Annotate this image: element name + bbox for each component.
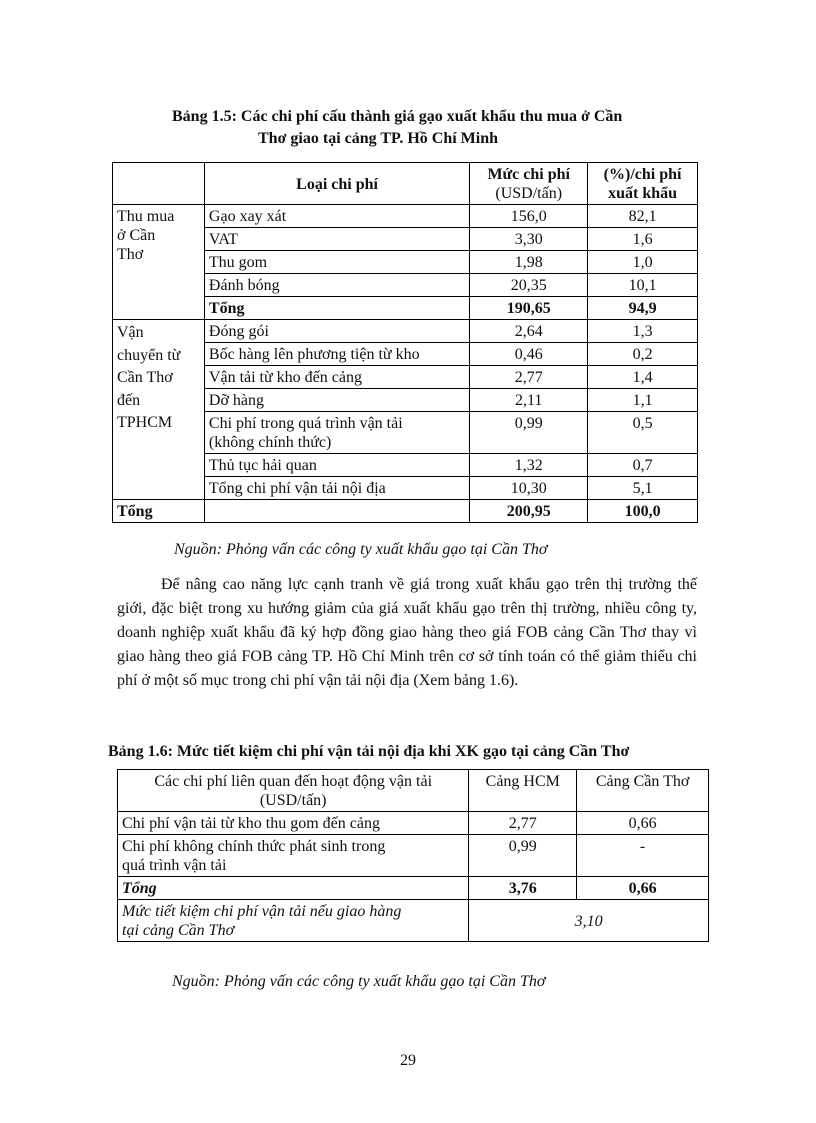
row-percent: 0,5	[588, 412, 698, 454]
row-percent: 1,1	[588, 389, 698, 412]
group2-label-line: Cần Thơ	[117, 369, 173, 386]
row-percent: 1,3	[588, 320, 698, 343]
row-item	[204, 412, 469, 454]
savings-table	[117, 769, 709, 942]
row-cost: 156,0	[470, 205, 588, 228]
body-paragraph: Để nâng cao năng lực cạnh tranh về giá trong xuất khẩu gạo trên thị trường thế giới, đặc biệt trong xu hướng giảm của giá xuất khẩu gạo trên thị trường, nhiều công ty, doanh nghiệp xuất khẩu đã ký hợp đồng giao hàng theo giá FOB cảng Cần Thơ thay vì giao hàng theo giá FOB cảng TP. Hồ Chí Minh trên cơ sở tính toán có thể giảm thiểu chi phí ở một số mục trong chi phí vận tải nội địa (Xem bảng 1.6).	[117, 576, 697, 689]
group1-label-line: Thơ	[117, 246, 144, 263]
saving-label-line: tại cảng Cần Thơ	[122, 922, 235, 939]
row-item-line: quá trình vận tải	[122, 857, 227, 874]
row-cost: 10,30	[470, 477, 588, 500]
table-row	[118, 812, 709, 835]
row-item	[118, 835, 469, 877]
table-row-saving	[118, 900, 709, 942]
row-cost: 0,99	[470, 412, 588, 454]
table-row	[118, 835, 709, 877]
table2-caption: Bảng 1.6: Mức tiết kiệm chi phí vận tải nội địa khi XK gạo tại cảng Cần Thơ	[108, 743, 630, 760]
group2-label	[113, 320, 205, 500]
total-label: Tổng	[113, 500, 205, 523]
header-percent-label: (%)/chi phí	[603, 166, 682, 183]
row-item: Gạo xay xát	[204, 205, 469, 228]
row-item: Tổng	[118, 877, 469, 900]
row-percent: 1,6	[588, 228, 698, 251]
group2-label-line: đến	[117, 391, 141, 409]
table2-source: Nguồn: Phỏng vấn các công ty xuất khẩu gạo tại Cần Thơ	[172, 973, 546, 990]
row-item: Thủ tục hải quan	[204, 454, 469, 477]
table1-caption	[172, 106, 712, 150]
table-row-total	[113, 500, 698, 523]
row-hcm: 2,77	[469, 812, 577, 835]
saving-label-line: Mức tiết kiệm chi phí vận tải nếu giao hàng	[122, 903, 402, 920]
header-cantho-port: Cảng Cần Thơ	[577, 770, 709, 812]
header-description-line: Các chi phí liên quan đến hoạt động vận tải	[154, 773, 433, 790]
page-number: 29	[400, 1052, 416, 1069]
row-item: Chi phí vận tải từ kho thu gom đến cảng	[118, 812, 469, 835]
row-percent: 1,0	[588, 251, 698, 274]
row-percent: 5,1	[588, 477, 698, 500]
table1-caption-line2: Thơ giao tại cảng TP. Hồ Chí Minh	[258, 130, 499, 147]
row-cantho: 0,66	[577, 877, 709, 900]
row-item-line: Chi phí không chính thức phát sinh trong	[122, 838, 386, 855]
table-header-row	[113, 163, 698, 205]
row-item: Tổng	[204, 297, 469, 320]
row-hcm: 0,99	[469, 835, 577, 877]
group1-label	[113, 205, 205, 320]
group2-label-line: Vận	[117, 324, 144, 341]
header-description-unit: (USD/tấn)	[259, 792, 327, 809]
row-cantho: -	[577, 835, 709, 877]
row-cost: 20,35	[470, 274, 588, 297]
group1-label-line: Thu mua	[117, 208, 175, 225]
row-cost: 2,64	[470, 320, 588, 343]
row-item: Vận tải từ kho đến cảng	[204, 366, 469, 389]
row-item: Dỡ hàng	[204, 389, 469, 412]
row-item: Thu gom	[204, 251, 469, 274]
total-empty	[204, 500, 469, 523]
group2-label-line: TPHCM	[117, 414, 173, 431]
row-item-line: Chi phí trong quá trình vận tải	[208, 415, 403, 432]
row-cantho: 0,66	[577, 812, 709, 835]
row-item: VAT	[204, 228, 469, 251]
row-percent: 0,7	[588, 454, 698, 477]
table-row	[113, 205, 698, 228]
row-cost: 1,98	[470, 251, 588, 274]
row-hcm: 3,76	[469, 877, 577, 900]
row-item: Tổng chi phí vận tải nội địa	[204, 477, 469, 500]
table1-source: Nguồn: Phỏng vấn các công ty xuất khẩu gạo tại Cần Thơ	[174, 541, 548, 558]
header-hcm-port: Cảng HCM	[469, 770, 577, 812]
table-header-row	[118, 770, 709, 812]
row-item: Đóng gói	[204, 320, 469, 343]
row-percent: 10,1	[588, 274, 698, 297]
row-cost: 2,77	[470, 366, 588, 389]
header-cost-unit: (USD/tấn)	[495, 185, 563, 202]
row-item: Bốc hàng lên phương tiện từ kho	[204, 343, 469, 366]
saving-label	[118, 900, 469, 942]
header-cost-label: Mức chi phí	[487, 166, 570, 183]
row-cost: 190,65	[470, 297, 588, 320]
group2-label-line: chuyển từ	[117, 346, 181, 364]
row-cost: 1,32	[470, 454, 588, 477]
total-cost: 200,95	[470, 500, 588, 523]
header-percent-sub: xuất khẩu	[608, 185, 678, 202]
row-item: Đánh bóng	[204, 274, 469, 297]
header-percent	[588, 163, 698, 205]
header-description	[118, 770, 469, 812]
table1-caption-line1: Bảng 1.5: Các chi phí cấu thành giá gạo xuất khẩu thu mua ở Cần	[172, 108, 623, 125]
table-row-total	[118, 877, 709, 900]
row-percent: 0,2	[588, 343, 698, 366]
row-cost: 2,11	[470, 389, 588, 412]
cost-structure-table	[112, 162, 698, 523]
header-cost	[470, 163, 588, 205]
row-percent: 94,9	[588, 297, 698, 320]
row-percent: 82,1	[588, 205, 698, 228]
table-row	[113, 320, 698, 343]
row-cost: 3,30	[470, 228, 588, 251]
row-cost: 0,46	[470, 343, 588, 366]
row-item-line: (không chính thức)	[208, 434, 332, 451]
header-empty	[113, 163, 205, 205]
group1-label-line: ở Cần	[117, 227, 156, 244]
saving-value: 3,10	[469, 900, 709, 942]
row-percent: 1,4	[588, 366, 698, 389]
total-percent: 100,0	[588, 500, 698, 523]
header-cost-type: Loại chi phí	[204, 163, 469, 205]
